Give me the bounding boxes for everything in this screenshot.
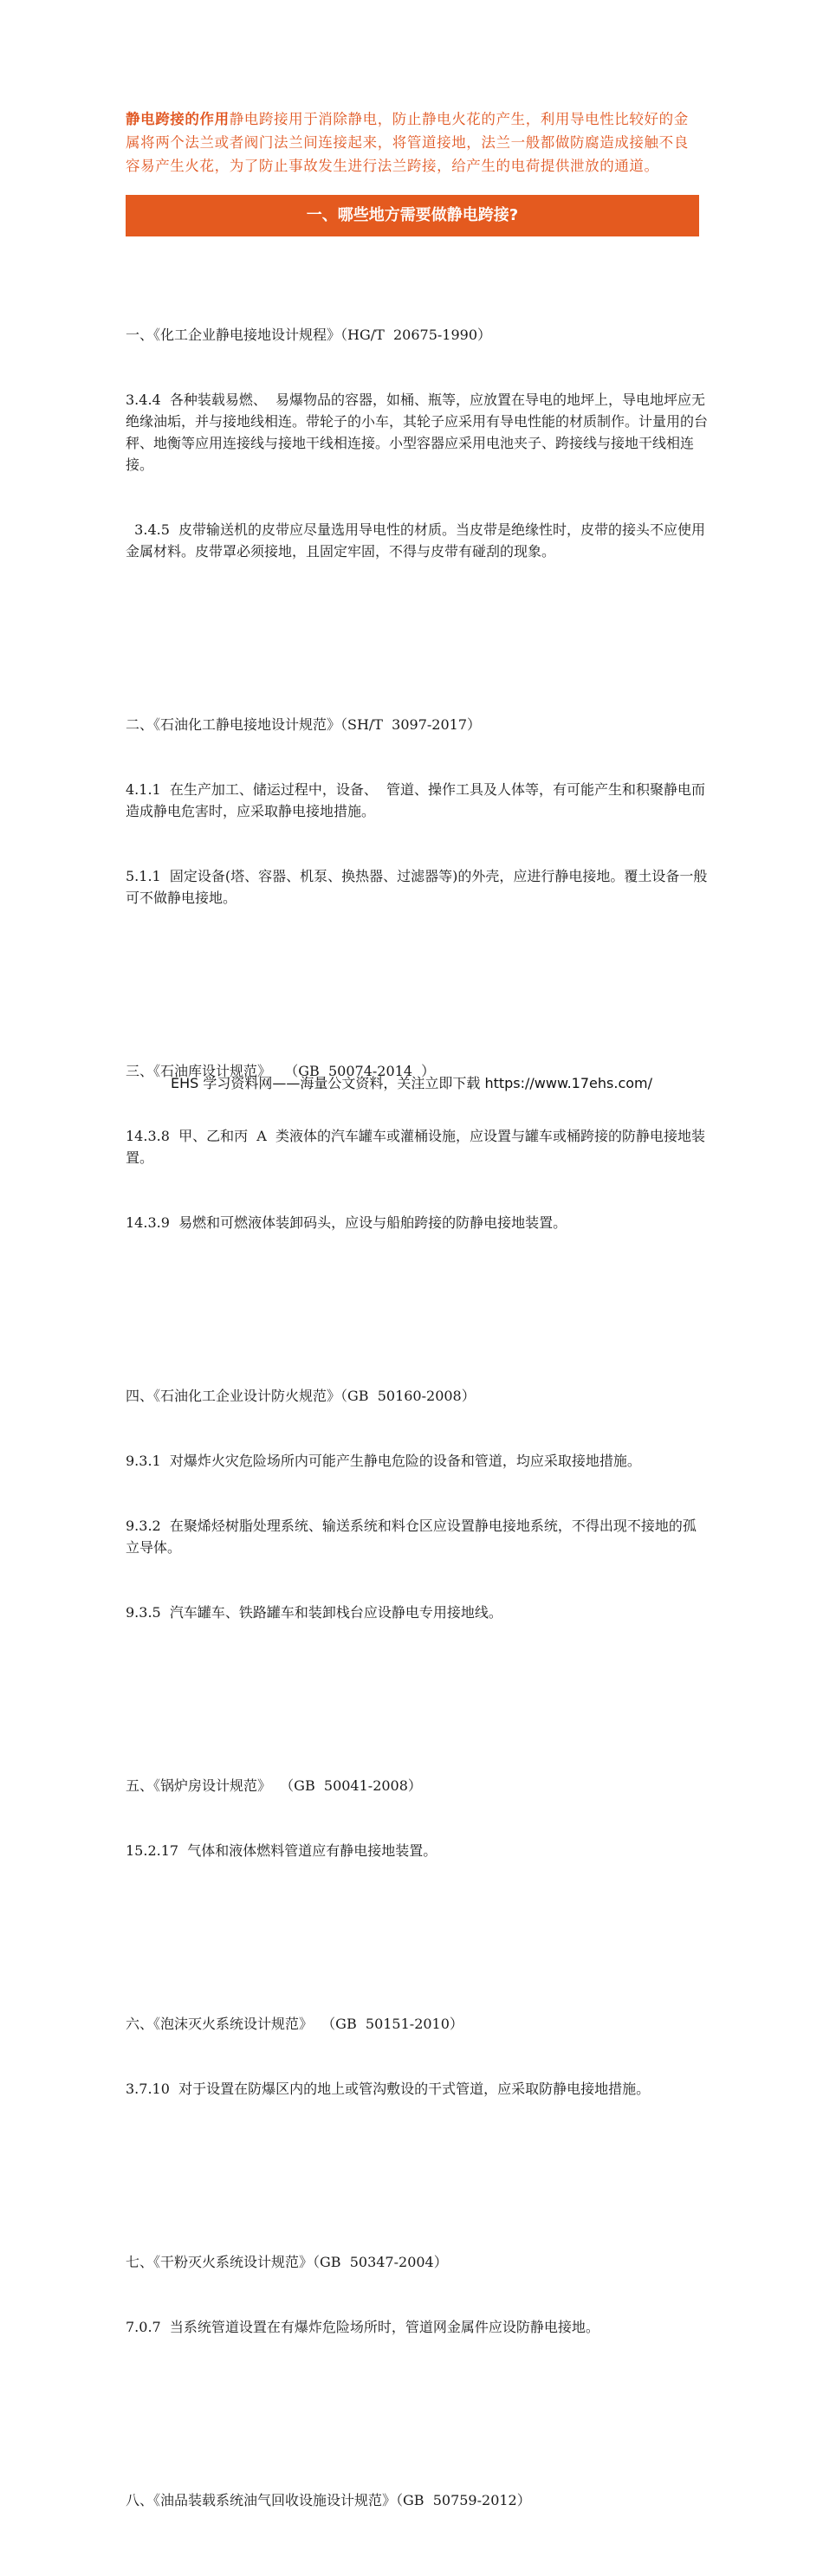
standard-section-3 bbox=[126, 1017, 708, 1277]
intro-text: 静电跨接用于消除静电，防止静电火花的产生，利用导电性比较好的金属将两个法兰或者阀门法兰间连接起来，将管道接地，法兰一般都做防腐造成接触不良容易产生火花，为了防止事故发生进行法兰跨接，给产生的电荷提供泄放的通道。 bbox=[126, 111, 689, 174]
clause-text: 9.3.1 对爆炸火灾危险场所内可能产生静电危险的设备和管道，均应采取接地措施。 bbox=[126, 1453, 641, 1469]
clause-text: 9.3.5 汽车罐车、铁路罐车和装卸栈台应设静电专用接地线。 bbox=[126, 1604, 502, 1621]
clause-text: 14.3.9 易燃和可燃液体装卸码头，应设与船舶跨接的防静电接地装置。 bbox=[126, 1214, 567, 1231]
standard-heading: 六、《泡沫灭火系统设计规范》 （GB 50151-2010） bbox=[126, 2016, 463, 2032]
standard-heading: 七、《干粉灭火系统设计规范》（GB 50347-2004） bbox=[126, 2254, 448, 2270]
clause-text: 3.4.4 各种装载易燃、 易爆物品的容器，如桶、瓶等，应放置在导电的地坪上，导电地坪应无绝缘油垢，并与接地线相连。带轮子的小车，其轮子应采用有导电性能的材质制作。计量用的台秤、地衡等应用连接线与接地干线相连接。小型容器应采用电池夹子、跨接线与接地干线相连接。 bbox=[126, 392, 709, 473]
standard-section-5 bbox=[126, 1731, 708, 1905]
standard-section-7 bbox=[126, 2208, 708, 2381]
clause-text: 9.3.2 在聚烯烃树脂处理系统、输送系统和料仓区应设置静电接地系统，不得出现不接地的孤立导体。 bbox=[126, 1518, 697, 1556]
intro-paragraph bbox=[126, 107, 702, 178]
clause-text: 7.0.7 当系统管道设置在有爆炸危险场所时，管道网金属件应设防静电接地。 bbox=[126, 2319, 599, 2335]
standard-heading: 四、《石油化工企业设计防火规范》（GB 50160-2008） bbox=[126, 1388, 476, 1404]
standard-heading: 八、《油品装载系统油气回收设施设计规范》（GB 50759-2012） bbox=[126, 2492, 531, 2508]
clause-text: 3.4.5 皮带输送机的皮带应尽量选用导电性的材质。当皮带是绝缘性时，皮带的接头不应使用金属材料。皮带罩必须接地，且固定牢固，不得与皮带有碰刮的现象。 bbox=[126, 521, 706, 560]
intro-bold-term: 静电跨接的作用 bbox=[126, 111, 230, 127]
section-banner: 一、哪些地方需要做静电跨接? bbox=[126, 195, 699, 236]
standard-section-4 bbox=[126, 1342, 708, 1667]
clause-text: 15.2.17 气体和液体燃料管道应有静电接地装置。 bbox=[126, 1842, 437, 1859]
clause-text: 4.1.1 在生产加工、储运过程中，设备、 管道、操作工具及人体等，有可能产生和积聚静电而造成静电危害时，应采取静电接地措施。 bbox=[126, 781, 706, 819]
page-footer: EHS 学习资料网——海量公文资料，关注立即下载 https://www.17ehs.com/ bbox=[170, 1075, 653, 1091]
clause-text: 3.7.10 对于设置在防爆区内的地上或管沟敷设的干式管道，应采取防静电接地措施。 bbox=[126, 2081, 651, 2097]
clause-text: 5.1.1 固定设备(塔、容器、机泵、换热器、过滤器等)的外壳，应进行静电接地。覆土设备一般可不做静电接地。 bbox=[126, 868, 708, 906]
standard-section-8 bbox=[126, 2446, 708, 2554]
standard-heading: 五、《锅炉房设计规范》 （GB 50041-2008） bbox=[126, 1777, 422, 1794]
standard-section-2 bbox=[126, 670, 708, 952]
standard-section-6 bbox=[126, 1970, 708, 2143]
standard-heading: 二、《石油化工静电接地设计规范》（SH/T 3097-2017） bbox=[126, 716, 481, 733]
standards-list bbox=[126, 237, 708, 2576]
standard-heading: 三、《石油库设计规范》 （GB 50074-2014 ） bbox=[126, 1063, 436, 1079]
clause-text: 14.3.8 甲、乙和丙 A 类液体的汽车罐车或灌桶设施，应设置与罐车或桶跨接的防静电接地装置。 bbox=[126, 1128, 705, 1166]
standard-heading: 一、《化工企业静电接地设计规程》（HG/T 20675-1990） bbox=[126, 327, 491, 343]
standard-section-1 bbox=[126, 281, 708, 605]
